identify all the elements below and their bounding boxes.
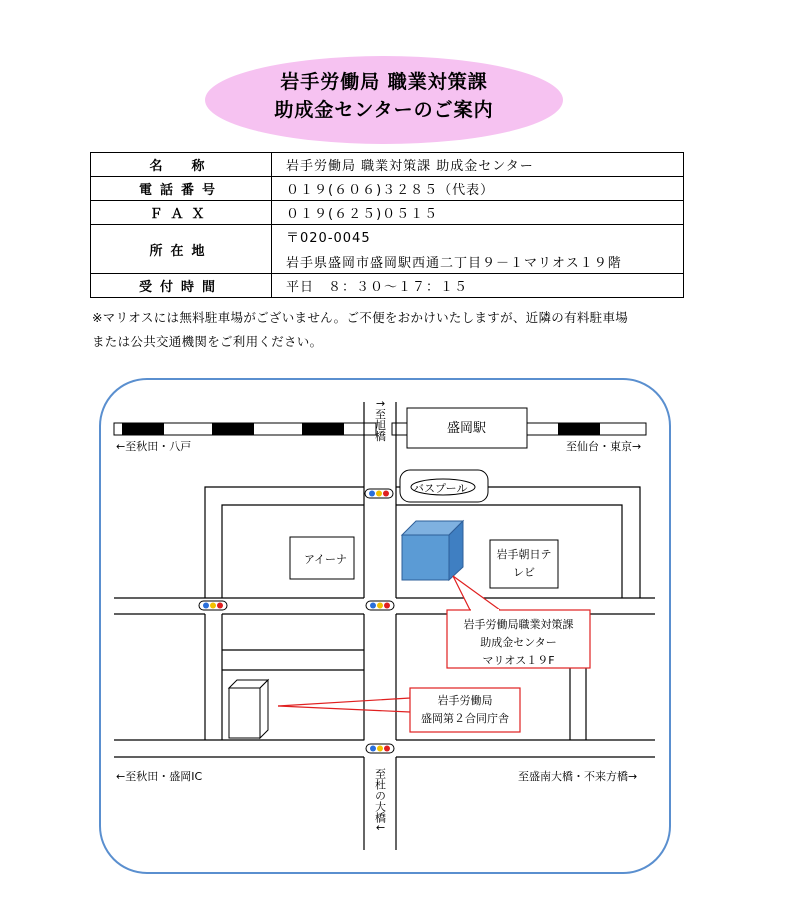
iwate-asahi-tv-label: 岩手朝日テレビ: [496, 548, 552, 579]
note-line1: ※マリオスには無料駐車場がございません。ご不便をおかけいたしますが、近隣の有料駐車場: [92, 310, 629, 325]
value-hours: 平日 ８：３０～１７：１５: [272, 274, 684, 298]
value-postal: 〒020-0045: [286, 231, 371, 246]
marios-building-icon: [402, 521, 463, 580]
value-fax: ０１９(６２５)０５１５: [272, 201, 684, 225]
label-hours: 受付時間: [91, 274, 272, 298]
callout-office-label: 岩手労働局 盛岡第２合同庁舎: [421, 694, 509, 725]
page-title-line2: 助成金センターのご案内: [274, 99, 494, 121]
label-to-akita-hachinohe: ←至秋田・八戸: [116, 440, 192, 453]
callout-center-label: 岩手労働局職業対策課 助成金センター マリオス１９F: [463, 618, 574, 667]
label-to-sendai-tokyo: 至仙台・東京→: [566, 440, 642, 453]
aina-label: アイーナ: [304, 553, 348, 566]
page-title-line1: 岩手労働局 職業対策課: [280, 71, 488, 93]
traffic-signal-icon: [199, 601, 227, 610]
label-phone: 電話番号: [91, 177, 272, 201]
note-line2: または公共交通機関をご利用ください。: [92, 334, 323, 349]
station-label: 盛岡駅: [447, 421, 487, 436]
traffic-signal-icon: [366, 601, 394, 610]
label-to-morioka-minami: 至盛南大橋・不来方橋→: [518, 770, 638, 783]
value-phone: ０１９(６０６)３２８５（代表）: [272, 177, 684, 201]
label-to-asahibashi: ↑至旭橋: [373, 399, 387, 442]
traffic-signal-icon: [366, 744, 394, 753]
joint-office-building-icon: [229, 680, 268, 738]
value-address-line: 岩手県盛岡市盛岡駅西通二丁目９－１マリオス１９階: [286, 256, 622, 271]
bus-pool-label: バスプール: [413, 482, 468, 495]
label-to-akita-moriokaic: ←至秋田・盛岡IC: [116, 770, 203, 783]
value-name: 岩手労働局 職業対策課 助成金センター: [272, 153, 684, 177]
label-fax: ＦＡＸ: [91, 201, 272, 225]
label-to-hitsujibashi: 至杜の大橋↓: [373, 768, 387, 833]
label-address: 所在地: [91, 225, 272, 274]
label-name: 名 称: [91, 153, 272, 177]
traffic-signal-icon: [365, 489, 393, 498]
